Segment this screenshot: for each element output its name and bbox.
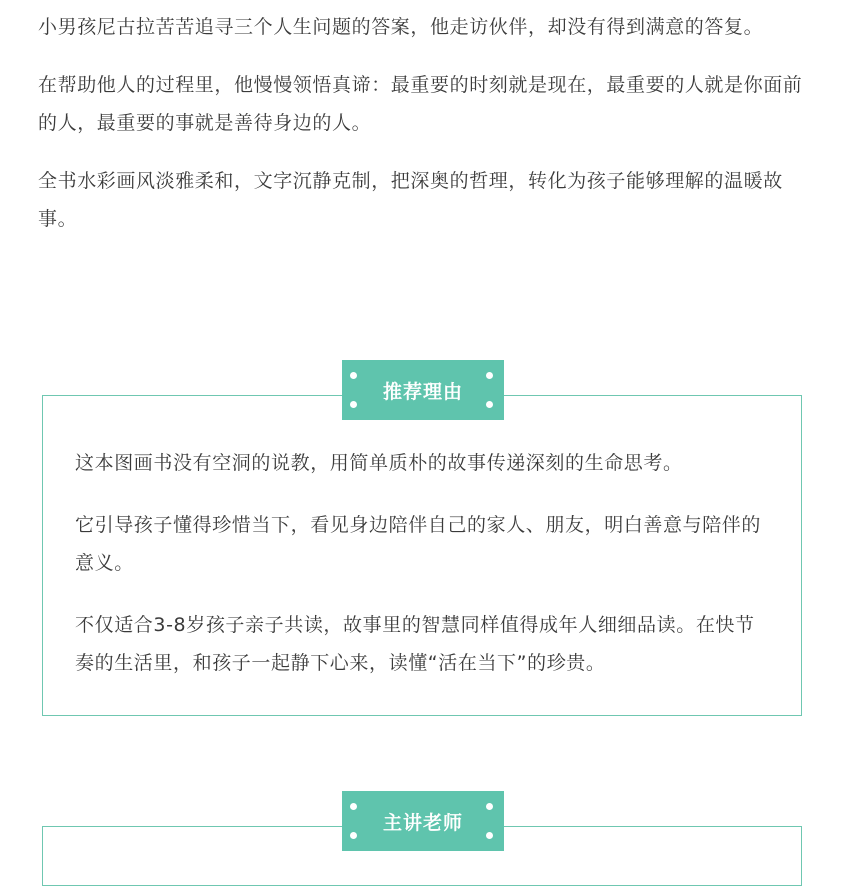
badge-dot-icon (486, 401, 493, 408)
recommend-paragraph: 它引导孩子懂得珍惜当下，看见身边陪伴自己的家人、朋友，明白善意与陪伴的意义。 (75, 514, 762, 574)
recommend-title-badge (342, 360, 504, 420)
recommend-box (42, 395, 802, 716)
recommend-paragraph: 这本图画书没有空洞的说教，用简单质朴的故事传递深刻的生命思考。 (75, 452, 683, 474)
badge-dot-icon (486, 372, 493, 379)
teacher-title: 主讲老师 (382, 811, 463, 834)
badge-dot-icon (350, 372, 357, 379)
intro-section (38, 8, 810, 258)
intro-paragraph: 小男孩尼古拉苦苦追寻三个人生问题的答案，他走访伙伴，却没有得到满意的答复。 (38, 16, 764, 38)
teacher-title-badge (342, 791, 504, 851)
badge-dot-icon (486, 832, 493, 839)
badge-dot-icon (350, 832, 357, 839)
badge-dot-icon (486, 803, 493, 810)
recommend-paragraph: 不仅适合3-8岁孩子亲子共读，故事里的智慧同样值得成年人细细品读。在快节奏的生活里，和孩子一起静下心来，读懂“活在当下”的珍贵。 (75, 614, 755, 674)
badge-dot-icon (350, 401, 357, 408)
recommend-title: 推荐理由 (382, 380, 463, 403)
intro-paragraph: 全书水彩画风淡雅柔和，文字沉静克制，把深奥的哲理，转化为孩子能够理解的温暖故事。 (38, 170, 783, 230)
intro-paragraph: 在帮助他人的过程里，他慢慢领悟真谛：最重要的时刻就是现在，最重要的人就是你面前的人，最重要的事就是善待身边的人。 (38, 74, 803, 134)
badge-dot-icon (350, 803, 357, 810)
